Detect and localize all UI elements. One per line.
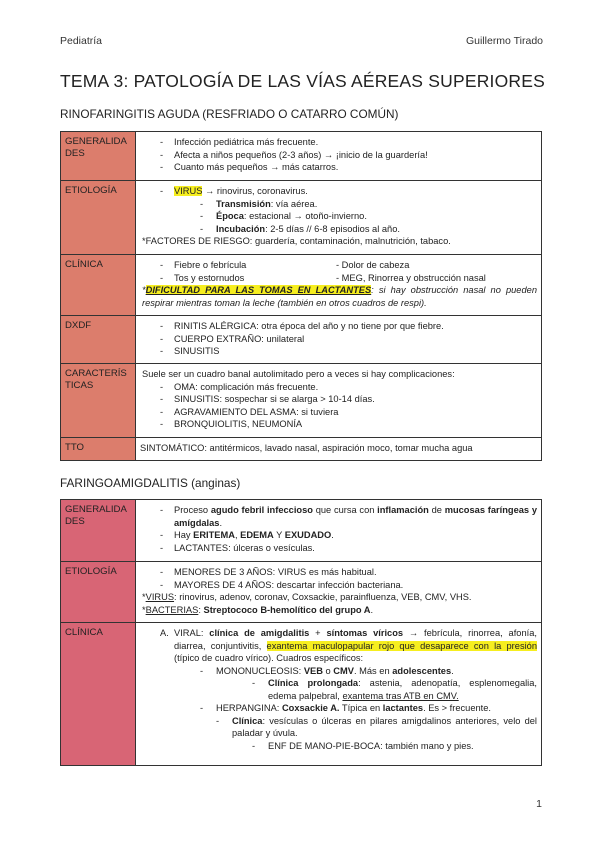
text-run: BACTERIAS — [145, 604, 199, 615]
text-run: Streptococo B-hemolítico del grupo A — [203, 604, 371, 615]
factores-riesgo: *FACTORES DE RIESGO: guardería, contaminación, malnutrición, tabaco. — [142, 236, 451, 246]
virus-list: *VIRUS: rinovirus, adenov, coronav, Coxsackie, parainfluenza, VEB, CMV, VHS. — [142, 592, 472, 602]
dificultad-highlight: DIFICULTAD PARA LAS TOMAS EN LACTANTES — [145, 285, 372, 295]
text-run: clínica de amigdalitis — [209, 628, 310, 638]
header-author: Guillermo Tirado — [465, 35, 543, 47]
transmision-label: Transmisión — [216, 198, 271, 209]
row-label-generalidades: GENERALIDADES — [61, 132, 136, 181]
text-run: . Es > frecuente. — [423, 703, 492, 713]
transmision-text: : vía aérea. — [270, 198, 318, 209]
list-item — [140, 665, 537, 678]
list-item: - MEG, Rinorrea y obstrucción nasal — [336, 272, 486, 283]
list-item: - Infección pediátrica más frecuente. — [140, 136, 537, 149]
row-label-etiologia: ETIOLOGÍA — [61, 562, 136, 623]
text-run: Típica en — [339, 703, 383, 713]
rinofaringitis-table — [60, 131, 542, 461]
list-item — [140, 715, 537, 740]
row-content-tto: SINTOMÁTICO: antitérmicos, lavado nasal, aspiración moco, tomar mucha agua — [136, 438, 542, 461]
list-item: - CUERPO EXTRAÑO: unilateral — [140, 333, 537, 346]
table-row — [61, 181, 542, 255]
page-number: 1 — [536, 798, 542, 810]
list-item: - SINUSITIS — [140, 345, 537, 358]
text-run: . — [451, 665, 454, 676]
section-heading-faringoamigdalitis: FARINGOAMIGDALITIS (anginas) — [60, 476, 241, 490]
text-run: . — [331, 530, 334, 540]
row-content-clinica — [136, 255, 542, 316]
row-content-generalidades — [136, 132, 542, 181]
epoca-label: Época — [216, 211, 244, 221]
text-run: : rinovirus, adenov, coronav, Coxsackie, parainfluenza, VEB, CMV, VHS. — [174, 592, 472, 602]
row-content-etiologia — [136, 181, 542, 255]
epoca-text: : estacional → otoño-invierno. — [243, 211, 367, 221]
text-run: inflamación — [377, 505, 429, 515]
text-run: CMV — [333, 665, 354, 676]
row-content-generalidades — [136, 500, 542, 562]
clinica-columns — [140, 259, 537, 284]
text-run: Hay — [174, 530, 194, 540]
list-item — [140, 702, 537, 715]
list-item: - BRONQUIOLITIS, NEUMONÍA — [140, 418, 537, 431]
text-run: agudo febril infeccioso — [210, 505, 313, 515]
row-content-caracteristicas — [136, 364, 542, 438]
clinica-col-2 — [336, 259, 486, 284]
text-run: : — [198, 604, 204, 615]
list-item: - Dolor de cabeza — [336, 260, 410, 270]
list-item: - Afecta a niños pequeños (2-3 años) → ¡inicio de la guardería! — [140, 149, 537, 162]
row-label-generalidades: GENERALIDADES — [61, 500, 136, 562]
text-run: (típico de cuadro vírico). Cuadros específicos: — [174, 653, 364, 663]
text-run: EDEMA — [240, 530, 274, 540]
row-label-clinica: CLÍNICA — [61, 623, 136, 766]
exantema-highlight: exantema maculopapular rojo que desaparece con la presión — [266, 640, 537, 651]
list-item: - LACTANTES: úlceras o vesículas. — [140, 542, 537, 555]
list-item — [140, 198, 537, 211]
table-row — [61, 500, 542, 562]
text-run: MONONUCLEOSIS: — [216, 665, 304, 676]
text-run: lactantes — [382, 703, 424, 713]
list-marker: A. — [160, 628, 169, 638]
row-label-etiologia: ETIOLOGÍA — [61, 181, 136, 255]
text-run: : astenia, adenopatía, esplenomegalia, edema palpebral, — [268, 678, 538, 701]
list-item — [140, 210, 537, 223]
table-row — [61, 316, 542, 364]
bacterias-line: *BACTERIAS: Streptococo B-hemolítico del grupo A. — [142, 604, 374, 615]
table-row — [61, 132, 542, 181]
row-label-clinica: CLÍNICA — [61, 255, 136, 316]
table-row — [61, 562, 542, 623]
list-item: - Tos y estornudos — [140, 272, 336, 285]
text-run: . Más en — [353, 665, 393, 676]
incubacion-text: : 2-5 días // 6-8 episodios al año. — [265, 223, 400, 234]
list-item: - MAYORES DE 4 AÑOS: descartar infección bacteriana. — [140, 579, 537, 592]
text-run: Coxsackie A. — [281, 703, 340, 713]
faringoamigdalitis-table — [60, 499, 542, 766]
table-row — [61, 438, 542, 461]
list-item — [140, 185, 537, 198]
dificultad-tomas: *DIFICULTAD PARA LAS TOMAS EN LACTANTES: si hay obstrucción nasal no pueden respirar mientras toman la leche (también en otros cuadros de respi). — [142, 285, 537, 308]
text-run: Proceso — [174, 505, 211, 515]
text-run: EXUDADO — [284, 530, 332, 540]
list-item — [140, 627, 537, 665]
clinica-col-1 — [140, 259, 336, 284]
table-row — [61, 364, 542, 438]
list-item — [140, 677, 537, 702]
text-run: o — [322, 665, 334, 676]
row-content-etiologia — [136, 562, 542, 623]
text-run: Y — [273, 530, 285, 540]
text-run: de — [428, 505, 445, 515]
section-heading-rinofaringitis: RINOFARINGITIS AGUDA (RESFRIADO O CATARRO COMÚN) — [60, 107, 399, 121]
text-run: exantema tras ATB en CMV. — [342, 690, 459, 701]
list-item: - SINUSITIS: sospechar si se alarga > 10-14 días. — [140, 393, 537, 406]
list-item: - MENORES DE 3 AÑOS: VIRUS es más habitual. — [140, 566, 537, 579]
text-run: HERPANGINA: — [216, 703, 282, 713]
row-content-clinica — [136, 623, 542, 766]
table-row — [61, 623, 542, 766]
text-run: VEB — [303, 665, 323, 676]
row-content-dxdf — [136, 316, 542, 364]
list-item: - RINITIS ALÉRGICA: otra época del año y no tiene por que fiebre. — [140, 320, 537, 333]
list-item — [140, 529, 537, 542]
list-item — [140, 223, 537, 236]
caracteristicas-intro: Suele ser un cuadro banal autolimitado pero a veces si hay complicaciones: — [142, 369, 455, 379]
list-item: - AGRAVAMIENTO DEL ASMA: si tuviera — [140, 406, 537, 419]
list-item: - Fiebre o febrícula — [140, 259, 336, 272]
text-run: . — [219, 517, 223, 528]
text-run: síntomas víricos — [326, 628, 404, 638]
text-run: VIRUS — [145, 592, 175, 602]
dificultad-text: : si hay obstrucción nasal no pueden respirar mientras toman la leche (también en otros cuadros de respi). — [142, 285, 537, 308]
row-label-caracteristicas: CARACTERÍSTICAS — [61, 364, 136, 438]
text-run: Clínica prolongada — [268, 678, 359, 688]
incubacion-label: Incubación — [216, 223, 266, 234]
text-run: : vesículas o úlceras en pilares amigdalinos anteriores, velo del paladar y úvula. — [232, 715, 537, 738]
row-label-tto: TTO — [61, 438, 136, 461]
text-run: , — [234, 530, 241, 540]
text-run: → febrícula, rinorrea, afonía, diarrea, conjuntivitis, — [174, 628, 537, 651]
list-item — [140, 504, 537, 529]
text-run: VIRAL: — [174, 628, 210, 638]
text-run: que cursa con — [312, 505, 378, 515]
row-label-dxdf: DXDF — [61, 316, 136, 364]
virus-text: → rinovirus, coronavirus. — [202, 186, 308, 196]
text-run: Clínica — [232, 715, 263, 726]
list-item: - OMA: complicación más frecuente. — [140, 381, 537, 394]
text-run: + — [309, 628, 327, 638]
list-item: - ENF DE MANO-PIE-BOCA: también mano y pies. — [140, 740, 537, 753]
text-run: adolescentes — [392, 665, 452, 676]
header-subject: Pediatría — [60, 35, 103, 47]
list-item: - Cuanto más pequeños → más catarros. — [140, 161, 537, 174]
text-run: mucosas faríngeas y amígdalas — [174, 505, 537, 528]
highlight-virus: VIRUS — [174, 186, 203, 196]
table-row — [61, 255, 542, 316]
text-run: ERITEMA — [193, 530, 235, 540]
page-title: TEMA 3: PATOLOGÍA DE LAS VÍAS AÉREAS SUPERIORES — [60, 71, 545, 91]
